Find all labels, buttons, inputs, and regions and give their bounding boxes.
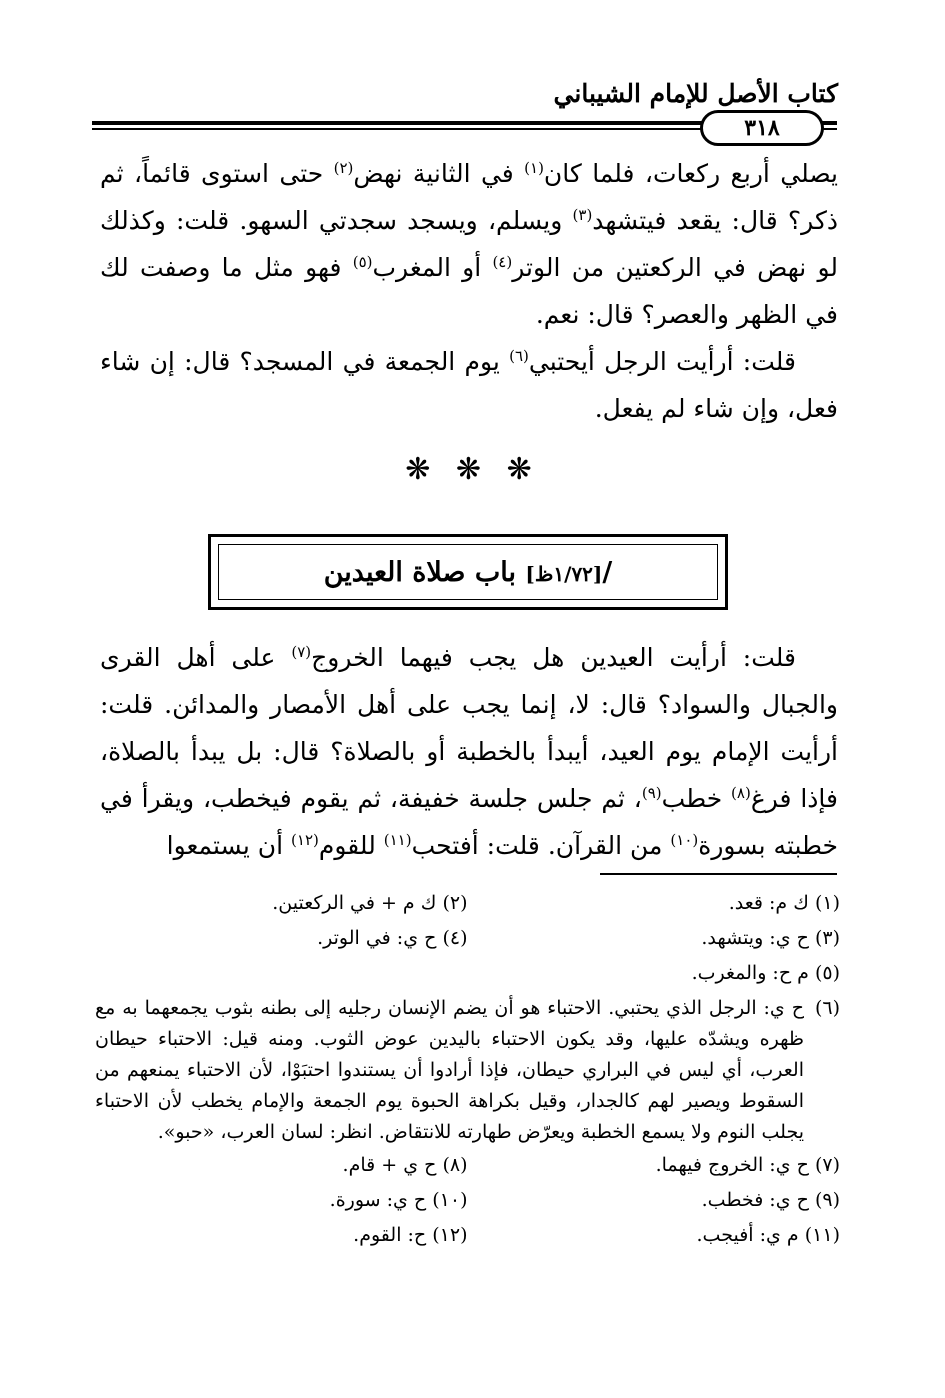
footnote-text: م ح: والمغرب. [691,962,809,984]
footnote-number: (١٠) [432,1189,468,1211]
footnote-row [95,921,840,956]
footnote-text: ح ي: في الوتر. [317,927,437,949]
footnote-ref[interactable]: (٤) [492,253,513,271]
footnote-row [95,1148,840,1183]
footnote-text: ح: القوم. [353,1224,427,1246]
footnote-3 [468,921,841,956]
text-run: خطب [661,784,732,813]
text-run: حتى استوى قائماً، ثم ذكر؟ قال: يقعد فيتشهد [100,159,839,235]
footnote-1 [468,886,841,921]
footnote-5 [460,956,840,991]
paragraph-2 [100,338,838,432]
footnote-number: (٤) [442,927,468,949]
footnote-text: ك م: قعد. [728,892,809,914]
heading-prefix: / [602,557,613,588]
footnote-number: (٧) [814,1154,840,1176]
text-run: للقوم [318,831,384,860]
text-run: قلت: أرأيت الرجل أيحتبي [528,347,796,376]
footnote-4 [95,921,468,956]
footnote-separator-rule [600,873,837,875]
footnote-9 [468,1183,841,1218]
paragraph-3 [100,634,838,869]
text-run: في الثانية نهض [353,159,525,188]
text-run: ، ثم جلس جلسة خفيفة، ثم يقوم فيخطب، ويقرأ في خطبته بسورة [100,784,838,860]
footnote-ref[interactable]: (١) [524,159,544,177]
footnote-ref[interactable]: (٢) [333,159,354,177]
footnote-number: (٦) [814,997,840,1019]
footnote-row [95,1218,840,1253]
footnote-ref[interactable]: (٦) [509,347,529,365]
text-run: يوم الجمعة في المسجد؟ قال: إن شاء فعل، وإن شاء لم يفعل. [100,347,838,423]
text-run: ويسلم، ويسجد سجدتي السهو. قلت: وكذلك لو نهض في الركعتين من الوتر [100,206,838,282]
text-run: أن يستمعوا [166,831,292,860]
footnote-ref[interactable]: (١٢) [291,831,319,849]
footnote-text: ح ي: ويتشهد. [701,927,809,949]
running-title: كتاب الأصل للإمام الشيباني [553,79,838,108]
footnote-text: ح ي: الرجل الذي يحتبي. الاحتباء هو أن يضم الإنسان رجليه إلى بطنه بثوب يجمعهما به مع ظهره ويشدّه عليها، وقد يكون الاحتباء باليدين عوض الثوب. ومنه قيل: الاحتباء حيطان العرب، أي ليس في البراري حيطان، فإذا أرادوا أن يستندوا احتبَوْا، لأن الاحتباء يمنعهم من السقوط ويصير لهم كالجدار، وقيل بكراهة الحبوة يوم الجمعة والإمام يخطب لأن الاحتباء يجلب النوم ولا يسمع الخطبة ويعرّض طهارته للانتقاض. انظر: لسان العرب، «حبو». [95,997,804,1143]
page-number: ٣١٨ [700,110,824,146]
footnote-row [95,956,840,991]
footnote-7 [468,1148,841,1183]
text-run: يصلي أربع ركعات، فلما كان [543,159,838,188]
footnote-ref[interactable]: (١٠) [670,831,699,849]
paragraph-1 [100,150,838,338]
footnote-ref[interactable]: (٨) [731,784,751,802]
footnote-row [95,1183,840,1218]
footnote-row [95,886,840,921]
manuscript-folio: [١/٧٢ظ] [525,562,603,586]
text-run: قلت: أرأيت العيدين هل يجب فيهما الخروج [311,643,796,672]
footnote-text: ح ي: فخطب. [701,1189,809,1211]
heading-title: باب صلاة العيدين [323,557,517,588]
footnote-number: (١) [814,892,840,914]
footnote-ref[interactable]: (٥) [352,253,373,271]
footnote-number: (٢) [442,892,468,914]
footnote-8 [95,1148,468,1183]
footnote-2 [95,886,468,921]
footnote-number: (١١) [804,1224,840,1246]
footnote-ref[interactable]: (٣) [572,206,593,224]
footnote-text: ح ي: الخروج فيهما. [655,1154,809,1176]
section-separator: ❋ ❋ ❋ [405,452,540,487]
footnote-text: ح ي: سورة. [329,1189,427,1211]
section-heading-frame [208,534,728,610]
footnote-ref[interactable]: (١١) [383,831,412,849]
footnote-text: ك م + في الركعتين. [272,892,437,914]
footnotes [95,886,840,1253]
footnote-12 [95,1218,468,1253]
text-run: فهو مثل ما وصفت لك في الظهر والعصر؟ قال: نعم. [100,253,838,329]
footnote-number: (٣) [814,927,840,949]
footnote-number: (٨) [442,1154,468,1176]
footnote-ref[interactable]: (٩) [641,784,662,802]
footnote-11 [468,1218,841,1253]
footnote-number: (٩) [814,1189,840,1211]
text-run: أو المغرب [372,253,493,282]
footnote-text: ح ي + قام. [342,1154,437,1176]
footnote-number: (١٢) [432,1224,468,1246]
text-run: على أهل القرى والجبال والسواد؟ قال: لا، إنما يجب على أهل الأمصار والمدائن. قلت: أرأيت الإمام يوم العيد، أيبدأ بالخطبة أو بالصلاة؟ قال: بل يبدأ بالصلاة، فإذا فرغ [100,643,838,813]
text-run: من القرآن. قلت: أفتحب [411,831,671,860]
footnote-number: (٥) [814,962,840,984]
section-heading [211,556,725,591]
footnote-ref[interactable]: (٧) [291,643,312,661]
footnote-6 [95,991,840,1148]
footnote-text: م ي: أفيجب. [696,1224,799,1246]
footnote-10 [95,1183,468,1218]
